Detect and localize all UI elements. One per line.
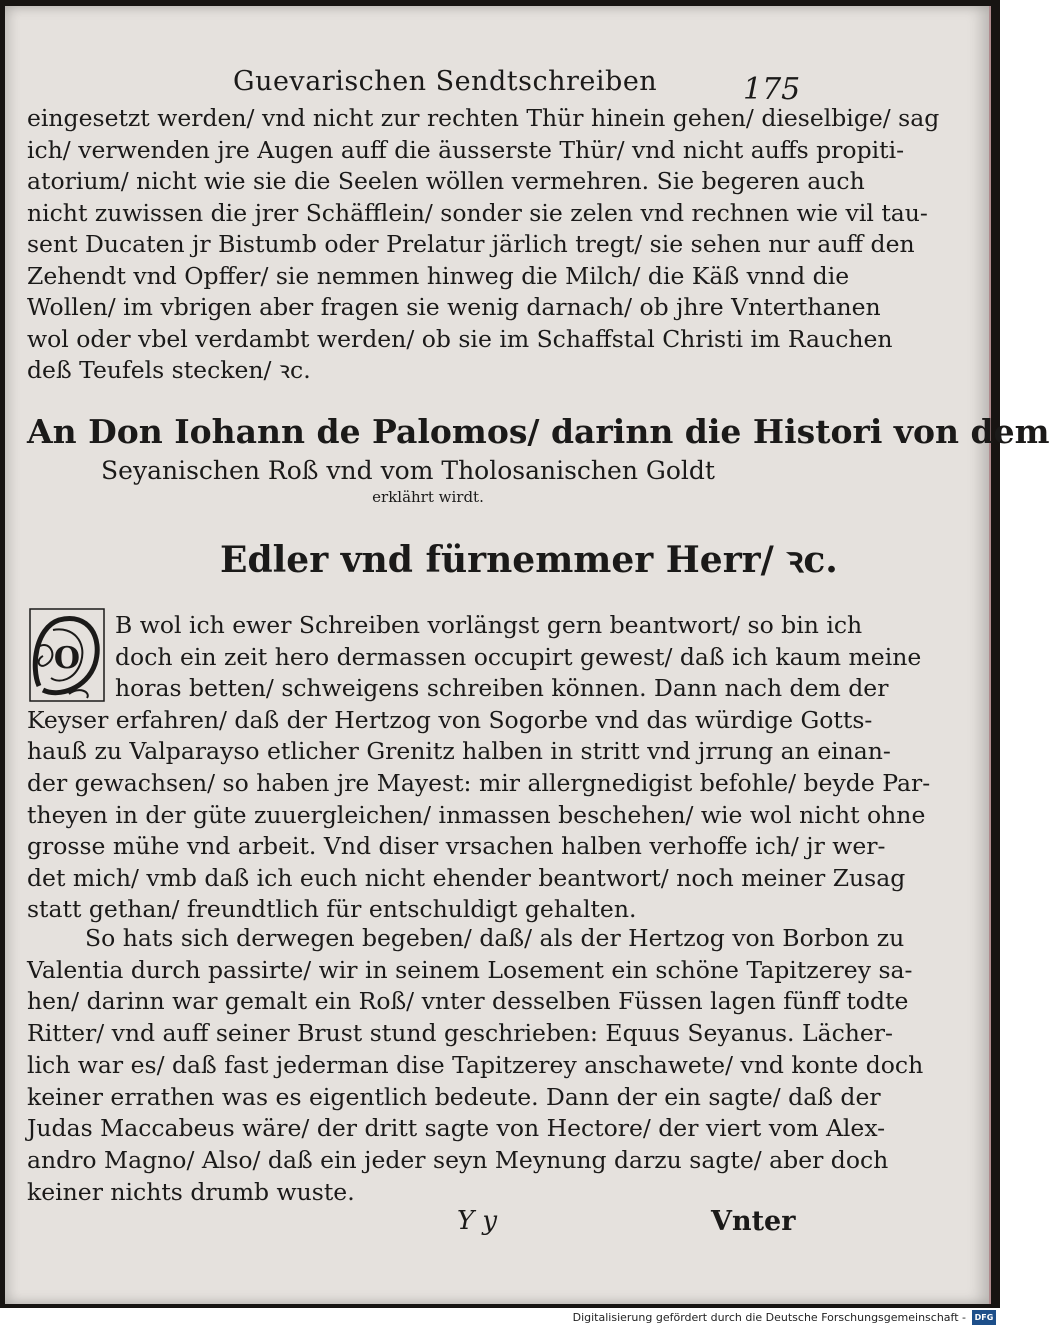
text-line: statt gethan/ freundtlich für entschuldigt gehalten.	[27, 895, 637, 924]
text-line: keiner errathen was es eigentlich bedeute. Dann der ein sagte/ daß der	[27, 1082, 881, 1111]
running-head: Guevarischen Sendtschreiben	[233, 66, 658, 97]
paragraph-top	[27, 103, 940, 387]
text-line: det mich/ vmb daß ich euch nicht ehender beantwort/ noch meiner Zusag	[27, 863, 906, 892]
text-line: So hats sich derwegen begeben/ daß/ als der Hertzog von Borbon zu	[85, 924, 905, 952]
text-line: theyen in der güte zuuergleichen/ inmassen beschehen/ wie wol nicht ohne	[27, 800, 926, 829]
text-line: deß Teufels stecken/ ꝛc.	[27, 356, 311, 384]
text-line: ich/ verwenden jre Augen auff die äusserste Thür/ vnd nicht auffs propiti-	[27, 135, 905, 164]
catchword: Vnter	[711, 1206, 796, 1237]
paragraph-second	[27, 923, 924, 1208]
text-line: sent Ducaten jr Bistumb oder Prelatur järlich tregt/ sie sehen nur auff den	[27, 230, 915, 258]
salutation: Edler vnd fürnemmer Herr/ ꝛc.	[220, 539, 838, 581]
heading-line-3: erklährt wirdt.	[372, 488, 484, 506]
text-line: horas betten/ schweigens schreiben können. Dann nach dem der	[115, 674, 889, 703]
text-line: hen/ darinn war gemalt ein Roß/ vnter desselben Füssen lagen fünff todte	[27, 987, 909, 1016]
text-line: hauß zu Valparayso etlicher Grenitz halben in stritt vnd jrrung an einan-	[27, 737, 891, 766]
text-line: der gewachsen/ so haben jre Mayest: mir allergnedigist befohle/ beyde Par-	[27, 768, 931, 797]
book-page	[5, 6, 1050, 1304]
text-line: B wol ich ewer Schreiben vorlängst gern beantwort/ so bin ich	[115, 611, 863, 639]
text-line: eingesetzt werden/ vnd nicht zur rechten Thür hinein gehen/ dieselbige/ sag	[27, 104, 940, 132]
heading-line-2: Seyanischen Roß vnd vom Tholosanischen Goldt	[101, 456, 715, 485]
text-line: Ritter/ vnd auff seiner Brust stund geschrieben: Equus Seyanus. Lächer-	[27, 1019, 893, 1048]
text-line: nicht zuwissen die jrer Schäfflein/ sonder sie zelen vnd rechnen wie vil tau-	[27, 198, 928, 227]
text-line: lich war es/ daß fast jederman dise Tapitzerey anschawete/ vnd konte doch	[27, 1050, 924, 1079]
letter-heading	[27, 411, 1050, 507]
signature-mark: Y y	[457, 1206, 498, 1236]
page-number: 175	[743, 72, 801, 107]
text-line: wol oder vbel verdambt werden/ ob sie im Schaffstal Christi im Rauchen	[27, 324, 893, 353]
initial-letter: O	[53, 641, 81, 676]
text-line: andro Magno/ Also/ daß ein jeder seyn Meynung darzu sagte/ aber doch	[27, 1145, 889, 1174]
text-line: Keyser erfahren/ daß der Hertzog von Sogorbe vnd das würdige Gotts-	[27, 705, 873, 734]
text-line: Wollen/ im vbrigen aber fragen sie wenig darnach/ ob jhre Vnterthanen	[27, 293, 881, 321]
text-line: Valentia durch passirte/ wir in seinem Losement ein schöne Tapitzerey sa-	[27, 955, 913, 984]
dfg-logo: DFG	[972, 1310, 996, 1325]
paragraph-main	[27, 610, 931, 926]
heading-line-1: An Don Iohann de Palomos/ darinn die Histori von dem	[27, 412, 1050, 451]
text-line: grosse mühe vnd arbeit. Vnd diser vrsachen halben verhoffe ich/ jr wer-	[27, 832, 886, 861]
text-line: doch ein zeit hero dermassen occupirt gewest/ daß ich kaum meine	[115, 642, 922, 671]
text-line: Zehendt vnd Opffer/ sie nemmen hinweg die Milch/ die Käß vnnd die	[27, 261, 850, 290]
text-line: atorium/ nicht wie sie die Seelen wöllen vermehren. Sie begeren auch	[27, 167, 865, 195]
digitization-credit: Digitalisierung gefördert durch die Deutsche Forschungsgemeinschaft -	[572, 1311, 966, 1324]
text-line: Judas Maccabeus wäre/ der dritt sagte von Hectore/ der viert vom Alex-	[27, 1114, 886, 1143]
text-line: keiner nichts drumb wuste.	[27, 1177, 355, 1206]
